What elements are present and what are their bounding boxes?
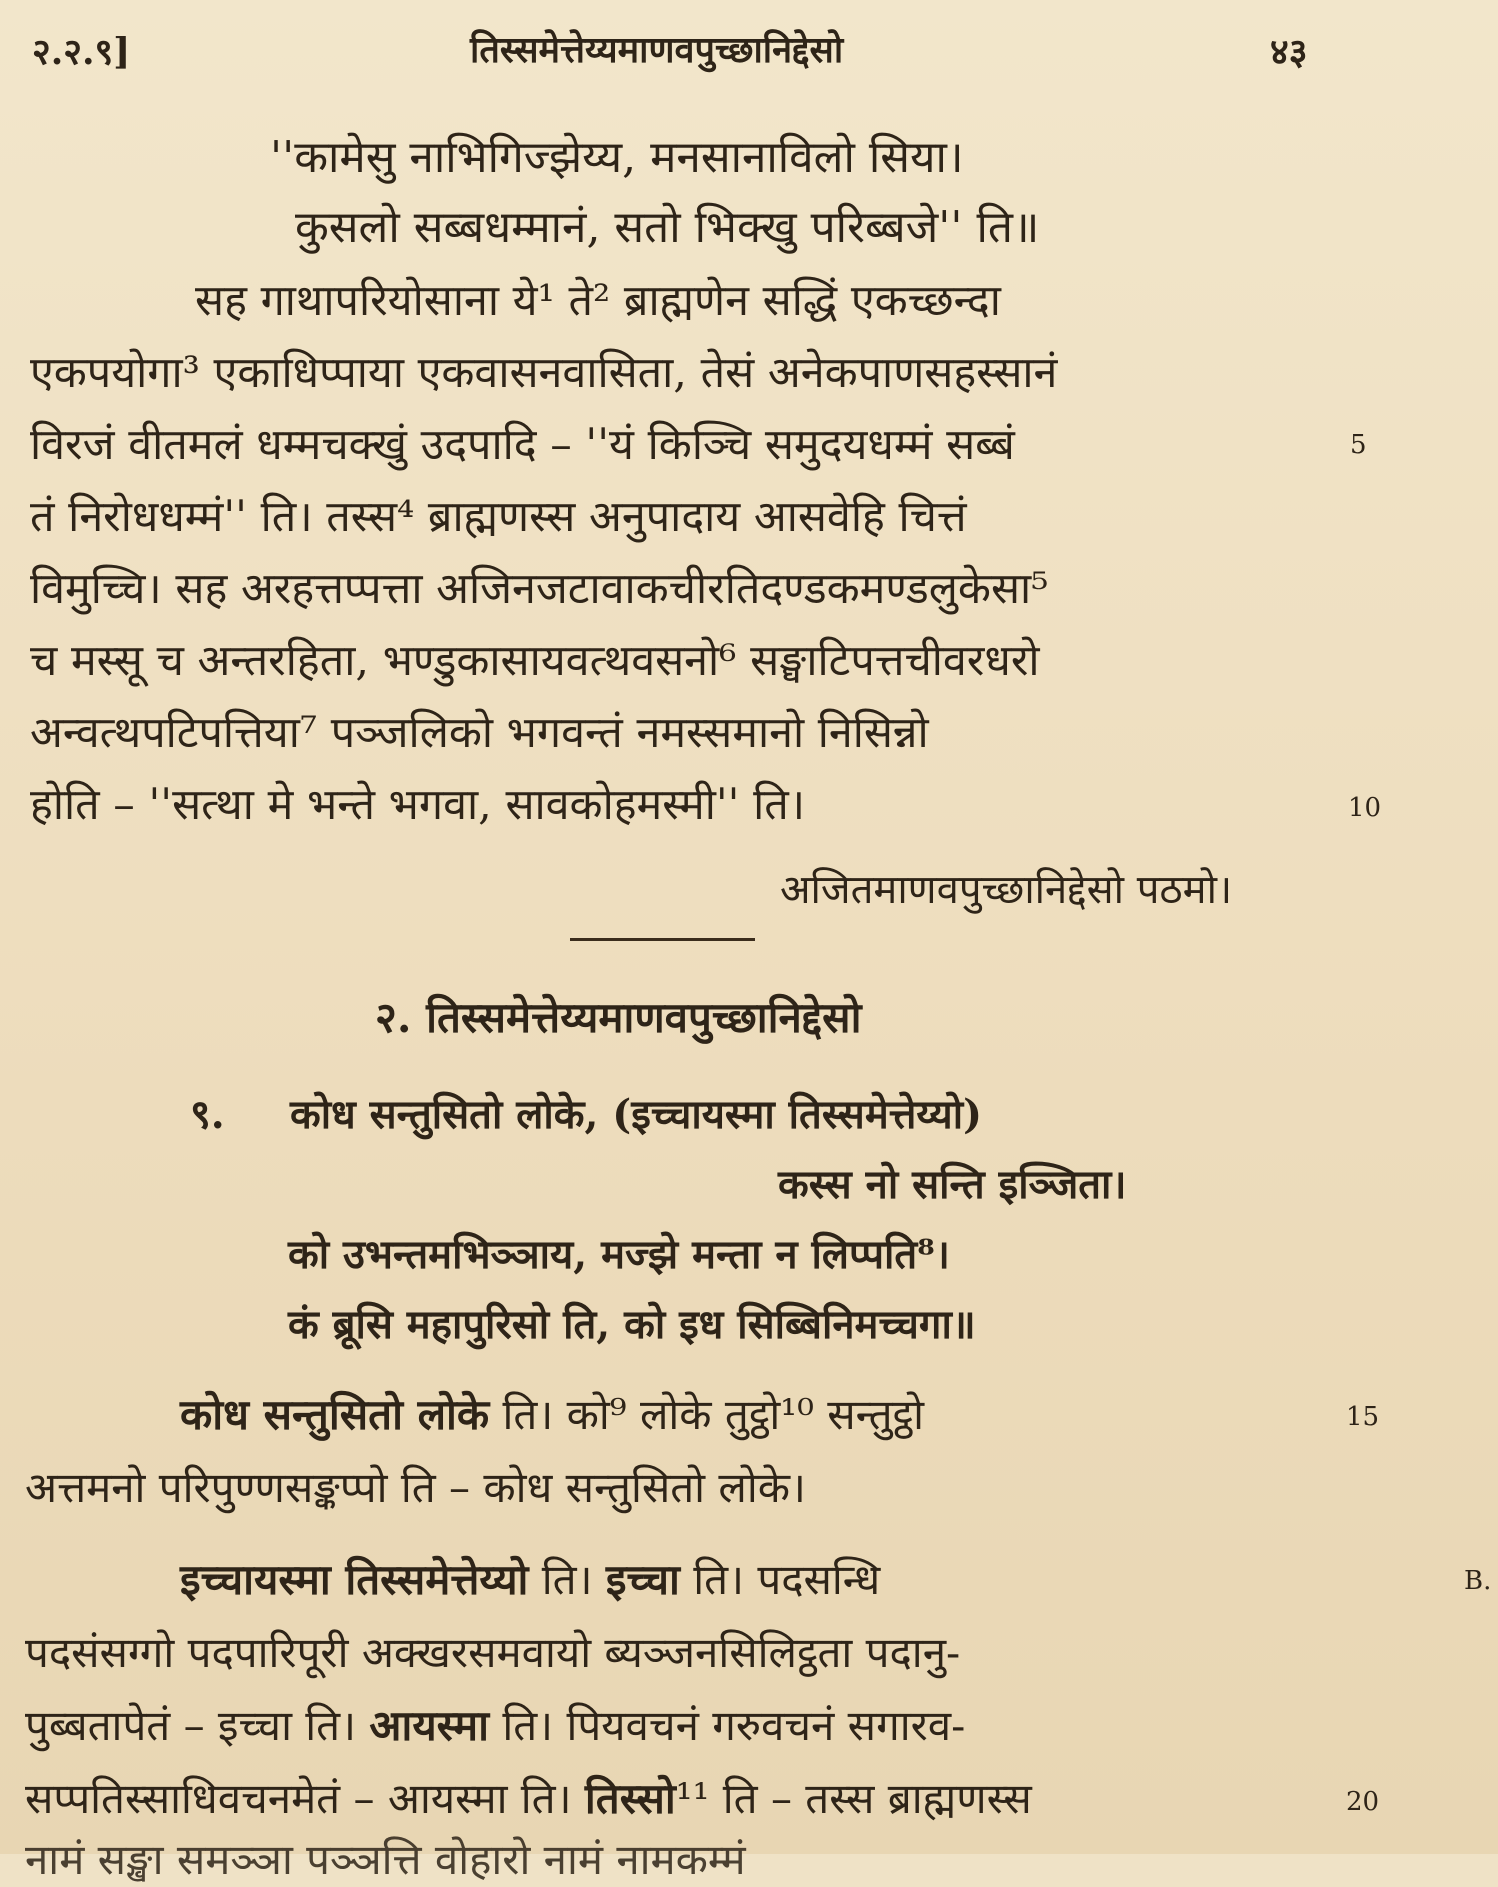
para3-term: तिस्सो: [584, 1774, 676, 1823]
section-divider: [570, 938, 755, 941]
margin-edition-marker: B.: [1464, 1566, 1492, 1596]
para3-term: इच्चायस्मा तिस्समेत्तेय्यो: [180, 1555, 529, 1604]
para2-text: ति। को⁹ लोके तुट्ठो¹⁰ सन्तुट्ठो: [489, 1390, 924, 1439]
margin-line-number-15: 15: [1346, 1402, 1380, 1432]
header-title: तिस्समेत्तेय्यमाणवपुच्छानिद्देसो: [470, 29, 844, 71]
para3-text: ति।: [528, 1555, 606, 1604]
verse2-line3: को उभन्तमभिञ्ञाय, मज्झे मन्ता न लिप्पति⁸।: [288, 1231, 950, 1278]
verse2-line4: कं ब्रूसि महापुरिसो ति, को इध सिब्बिनिमच्चगा॥: [288, 1301, 976, 1348]
para3-term: इच्चा: [605, 1555, 680, 1604]
para3-text: पुब्बतापेतं – इच्चा ति।: [25, 1701, 370, 1750]
para2-term: कोध सन्तुसितो लोके: [180, 1390, 490, 1439]
para3-line1: [180, 1550, 880, 1607]
para3-text: सप्पतिस्साधिवचनमेतं – आयस्मा ति।: [25, 1774, 585, 1823]
para3-text: ¹¹ ति – तस्स ब्राह्मणस्स: [675, 1774, 1032, 1823]
para3-text: ति। पदसन्धि: [679, 1555, 881, 1604]
para3-text: ति। पियवचनं गरुवचनं सगारव-: [489, 1701, 966, 1750]
header-page-number: ४३: [1270, 31, 1308, 73]
margin-line-number-5: 5: [1350, 430, 1367, 460]
verse2-line2: कस्स नो सन्ति इञ्जिता।: [778, 1161, 1127, 1208]
para1-line: विरजं वीतमलं धम्मचक्खुं उदपादि – ''यं किञ्चि समुदयधम्मं सब्बं: [30, 420, 1015, 470]
para3-line4: [25, 1769, 1032, 1826]
para3-line3: [25, 1696, 965, 1753]
verse1-line1: ''कामेसु नाभिगिज्झेय्य, मनसानाविलो सिया।: [270, 132, 964, 183]
para1-line: सह गाथापरियोसाना ये¹ ते² ब्राह्मणेन सद्धिं एकच्छन्दा: [195, 276, 1001, 326]
verse1-line2: कुसलो सब्बधम्मानं, सतो भिक्खु परिब्बजे'' ति॥: [295, 202, 1040, 253]
para3-term: आयस्मा: [369, 1701, 490, 1750]
header-section-ref: २.२.९]: [32, 31, 131, 73]
para1-line: अन्वत्थपटिपत्तिया⁷ पञ्जलिको भगवन्तं नमस्समानो निसिन्नो: [30, 708, 929, 758]
para1-line: होति – ''सत्था मे भन्ते भगवा, सावकोहमस्मी'' ति।: [30, 780, 806, 830]
colophon: अजितमाणवपुच्छानिद्देसो पठमो।: [780, 867, 1233, 913]
para1-line: विमुच्चि। सह अरहत्तप्पत्ता अजिनजटावाकचीरतिदण्डकमण्डलुकेसा⁵: [30, 564, 1049, 614]
para2-line2: अत्तमनो परिपुण्णसङ्कप्पो ति – कोध सन्तुसितो लोके।: [25, 1463, 806, 1512]
margin-line-number-10: 10: [1348, 793, 1382, 823]
section-heading: २. तिस्समेत्तेय्यमाणवपुच्छानिद्देसो: [375, 993, 862, 1042]
verse2-number: ९.: [190, 1091, 225, 1138]
para3-line2: पदसंसग्गो पदपारिपूरी अक्खरसमवायो ब्यञ्जनसिलिट्ठता पदानु-: [25, 1628, 961, 1677]
para1-line: च मस्सू च अन्तरहिता, भण्डुकासायवत्थवसनो⁶ सङ्घाटिपत्तचीवरधरो: [30, 636, 1040, 686]
para3-line5-cut: नामं सङ्खा समञ्ञा पञ्ञत्ति वोहारो नामं नामकम्मं: [25, 1835, 746, 1884]
margin-line-number-20: 20: [1346, 1787, 1380, 1817]
para1-line: एकपयोगा³ एकाधिप्पाया एकवासनवासिता, तेसं अनेकपाणसहस्सानं: [30, 348, 1058, 398]
verse2-line1: कोध सन्तुसितो लोके, (इच्चायस्मा तिस्समेत्तेय्यो): [290, 1091, 982, 1138]
para1-line: तं निरोधधम्मं'' ति। तस्स⁴ ब्राह्मणस्स अनुपादाय आसवेहि चित्तं: [30, 492, 967, 542]
para2-line1: [180, 1385, 924, 1442]
paragraph-1: [30, 265, 1310, 841]
